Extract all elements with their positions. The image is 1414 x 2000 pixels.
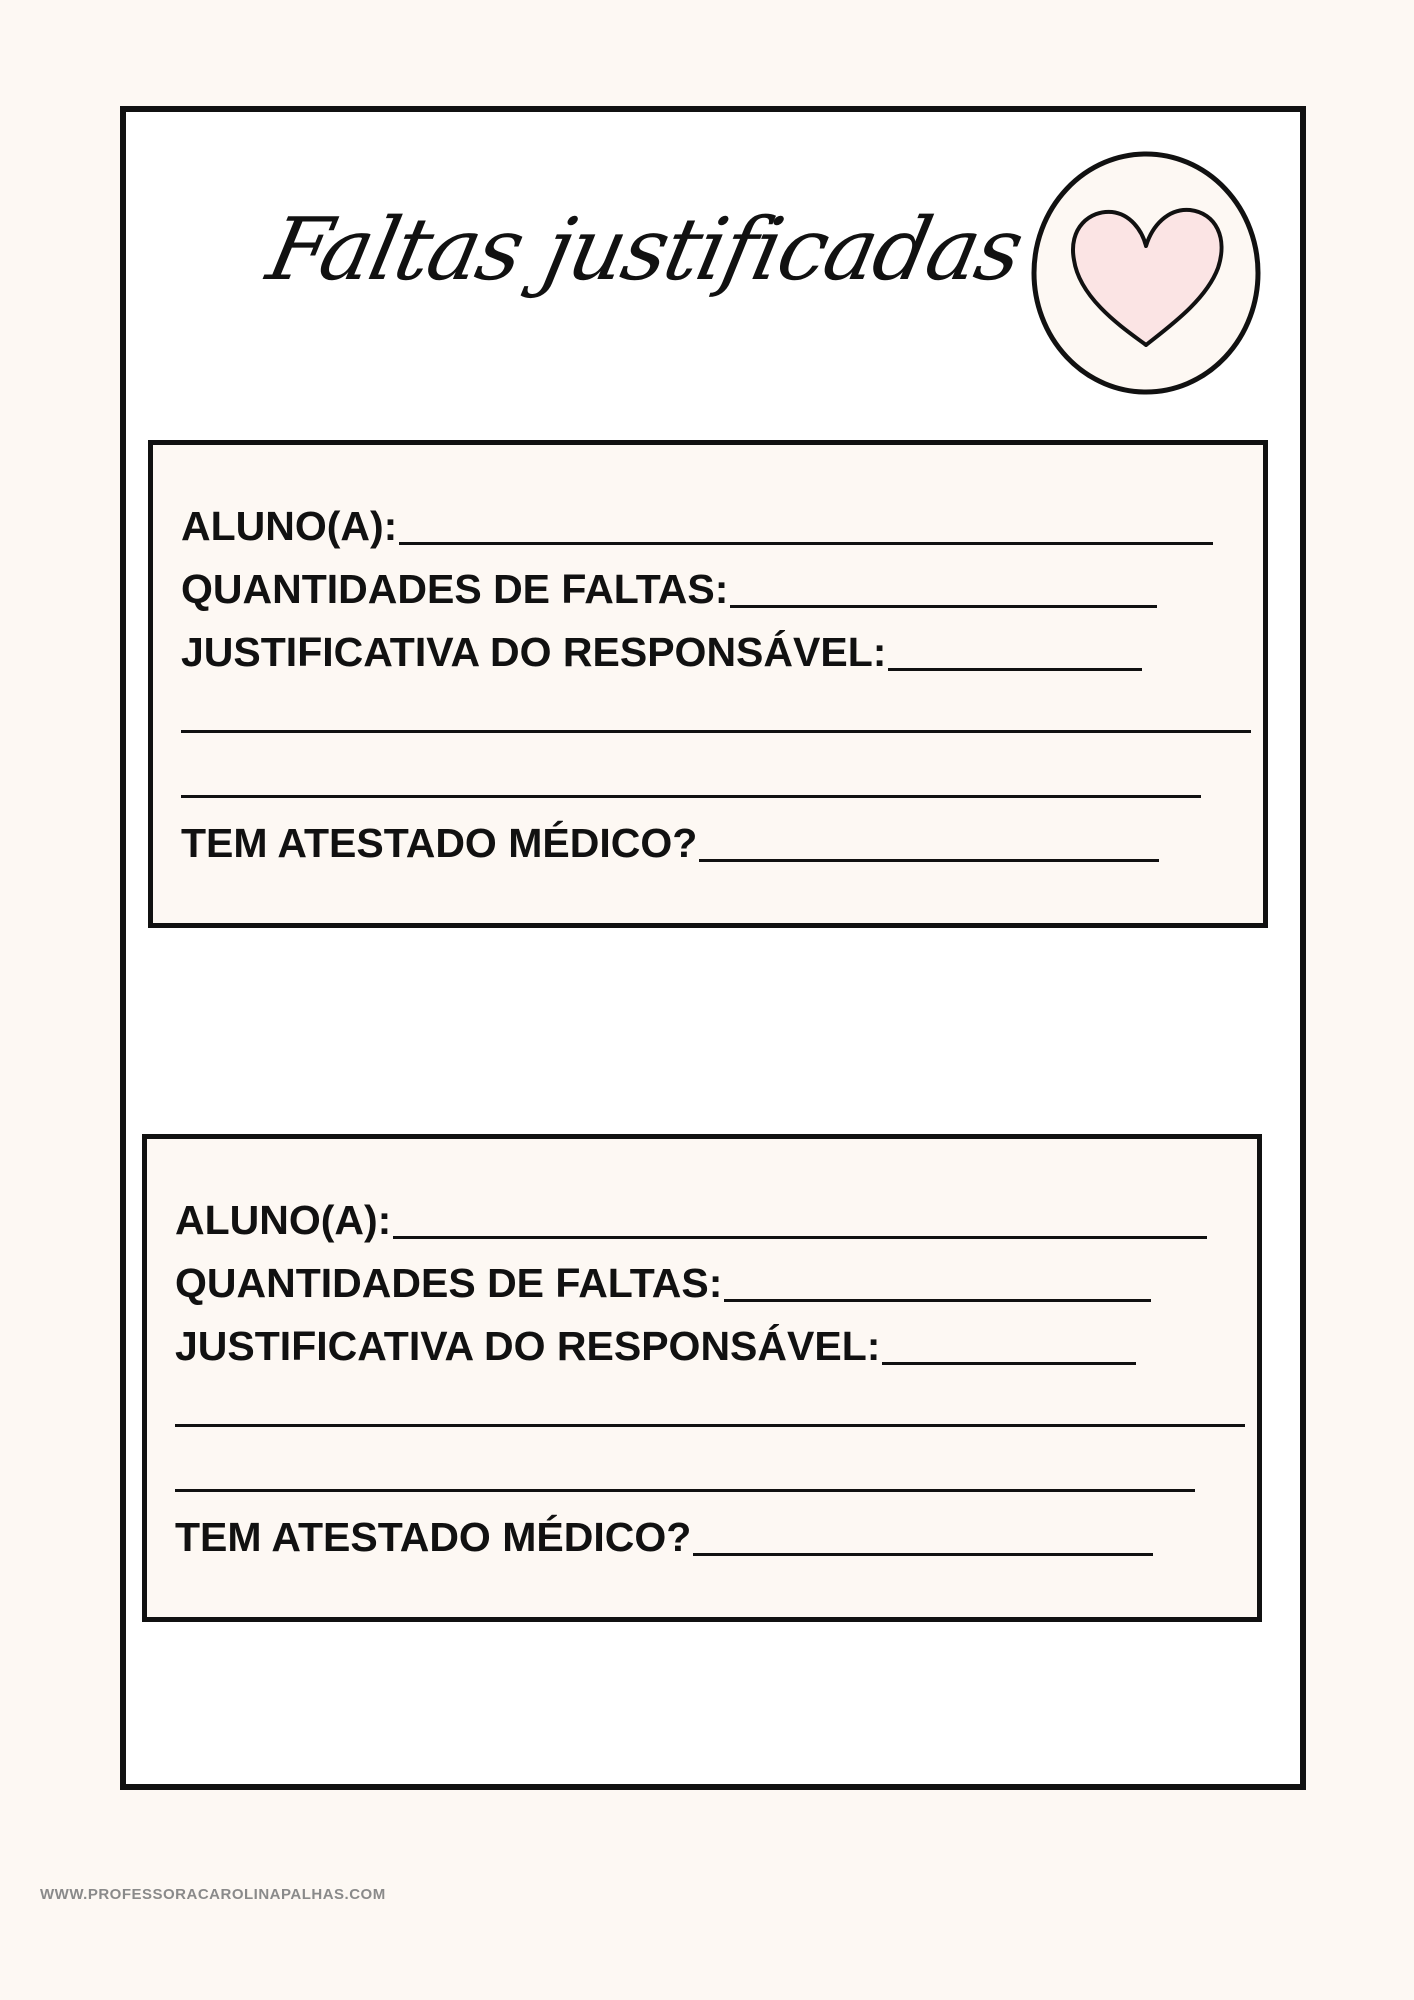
justification-label: JUSTIFICATIVA DO RESPONSÁVEL: bbox=[181, 629, 887, 675]
justification-extra-line[interactable] bbox=[175, 1424, 1245, 1427]
heart-icon bbox=[1030, 150, 1262, 396]
justification-label: JUSTIFICATIVA DO RESPONSÁVEL: bbox=[175, 1323, 881, 1369]
justification-extra-line[interactable] bbox=[175, 1489, 1195, 1492]
absences-count-input-line[interactable] bbox=[724, 1264, 1151, 1302]
student-label: ALUNO(A): bbox=[175, 1197, 392, 1243]
justification-input-line[interactable] bbox=[882, 1327, 1136, 1365]
justification-field bbox=[175, 1319, 1136, 1369]
justification-input-line[interactable] bbox=[888, 633, 1142, 671]
medical-certificate-input-line[interactable] bbox=[693, 1518, 1153, 1556]
page-title: Faltas justificadas bbox=[259, 200, 1031, 300]
absences-count-label: QUANTIDADES DE FALTAS: bbox=[181, 566, 729, 612]
justification-extra-line[interactable] bbox=[181, 730, 1251, 733]
medical-certificate-label: TEM ATESTADO MÉDICO? bbox=[175, 1514, 692, 1560]
absences-count-input-line[interactable] bbox=[730, 570, 1157, 608]
medical-certificate-label: TEM ATESTADO MÉDICO? bbox=[181, 820, 698, 866]
student-field bbox=[175, 1193, 1207, 1243]
footer-url: WWW.PROFESSORACAROLINAPALHAS.COM bbox=[40, 1886, 386, 1903]
absence-form-1 bbox=[148, 440, 1268, 928]
medical-certificate-field bbox=[175, 1510, 1153, 1560]
justification-field bbox=[181, 625, 1142, 675]
absence-form-2 bbox=[142, 1134, 1262, 1622]
justification-extra-line[interactable] bbox=[181, 795, 1201, 798]
student-input-line[interactable] bbox=[399, 507, 1213, 545]
absences-count-field bbox=[181, 562, 1157, 612]
medical-certificate-input-line[interactable] bbox=[699, 824, 1159, 862]
student-label: ALUNO(A): bbox=[181, 503, 398, 549]
medical-certificate-field bbox=[181, 816, 1159, 866]
student-field bbox=[181, 499, 1213, 549]
student-input-line[interactable] bbox=[393, 1201, 1207, 1239]
absences-count-field bbox=[175, 1256, 1151, 1306]
absences-count-label: QUANTIDADES DE FALTAS: bbox=[175, 1260, 723, 1306]
